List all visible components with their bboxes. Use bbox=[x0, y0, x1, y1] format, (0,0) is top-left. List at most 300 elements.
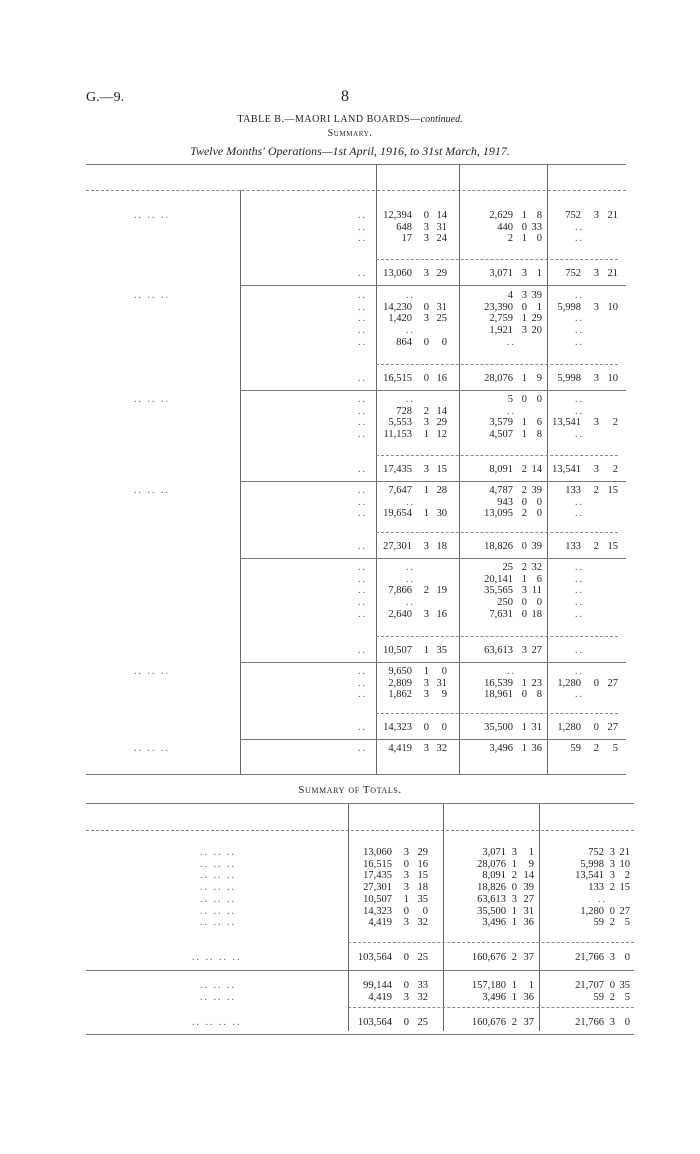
acres-value: 17 bbox=[401, 233, 412, 245]
summary-final-rule bbox=[348, 1007, 634, 1008]
leader-dots: .. .. .. .. bbox=[192, 1017, 242, 1028]
roods-value: 1 bbox=[423, 645, 429, 656]
acres-value: 1,280 bbox=[580, 905, 604, 917]
roods-value: 3 bbox=[521, 645, 527, 656]
acres-value: 7,647 bbox=[388, 485, 412, 496]
acres-value: 21,707 bbox=[575, 980, 604, 991]
perches-value: 16 bbox=[436, 373, 447, 384]
perches-value: 6 bbox=[536, 417, 542, 429]
acres-value: 943 bbox=[497, 496, 513, 508]
acres-value: 13,095 bbox=[484, 508, 513, 520]
perches-value: 6 bbox=[536, 573, 542, 585]
roods-value: 2 bbox=[521, 562, 527, 573]
leader-dots: .. .. .. bbox=[200, 992, 236, 1003]
perches-value: 18 bbox=[417, 882, 428, 894]
perches-value: 1 bbox=[536, 268, 542, 279]
acres-value: 648 bbox=[396, 221, 412, 233]
perches-value: 32 bbox=[417, 917, 428, 929]
roods-value: 3 bbox=[609, 1017, 615, 1028]
perches-value: 20 bbox=[531, 325, 542, 337]
roods-value: 2 bbox=[511, 952, 517, 963]
perches-value: 10 bbox=[619, 858, 630, 870]
empty-cell-dots: .. bbox=[575, 585, 584, 597]
header-bottom-rule bbox=[86, 190, 626, 191]
acres-value: 2 bbox=[507, 233, 513, 245]
leader-dots: .. bbox=[358, 743, 367, 754]
roods-value: 3 bbox=[403, 870, 409, 882]
empty-cell-dots: .. bbox=[406, 562, 415, 573]
acres-value: 99,144 bbox=[363, 980, 392, 991]
acres-value: 5,998 bbox=[557, 373, 581, 384]
perches-value: 36 bbox=[523, 992, 534, 1003]
acres-value: 1,420 bbox=[388, 313, 412, 325]
roods-value: 0 bbox=[403, 1017, 409, 1028]
roods-value: 2 bbox=[521, 464, 527, 475]
leader-dots: .. bbox=[358, 677, 367, 689]
board-separator-rule bbox=[240, 390, 626, 391]
roods-value: 1 bbox=[521, 417, 527, 429]
empty-cell-dots: .. bbox=[575, 689, 584, 701]
acres-value: 4,507 bbox=[489, 429, 513, 441]
roods-value: 1 bbox=[521, 722, 527, 733]
summary-title: Summary of Totals. bbox=[298, 784, 402, 796]
board-separator-rule bbox=[240, 481, 626, 482]
roods-value: 2 bbox=[511, 870, 517, 882]
acres-value: 14,323 bbox=[383, 722, 412, 733]
perches-value: 25 bbox=[436, 313, 447, 325]
board-separator-rule bbox=[240, 739, 626, 740]
leader-dots: .. bbox=[358, 221, 367, 233]
acres-value: 752 bbox=[588, 847, 604, 858]
leader-dots: .. bbox=[358, 485, 367, 496]
acres-value: 18,961 bbox=[484, 689, 513, 701]
acres-value: 13,541 bbox=[552, 417, 581, 429]
empty-cell-dots: .. bbox=[406, 394, 415, 405]
subtotal-rule bbox=[376, 259, 618, 260]
col-divider-board bbox=[240, 190, 241, 775]
acres-value: 63,613 bbox=[477, 893, 506, 905]
leader-dots: .. bbox=[358, 722, 367, 733]
perches-value: 0 bbox=[536, 597, 542, 609]
roods-value: 1 bbox=[521, 373, 527, 384]
acres-value: 59 bbox=[570, 743, 581, 754]
acres-value: 17,435 bbox=[363, 870, 392, 882]
roods-value: 0 bbox=[593, 677, 599, 689]
roods-value: 0 bbox=[423, 373, 429, 384]
roods-value: 1 bbox=[423, 429, 429, 441]
leader-dots: .. bbox=[358, 496, 367, 508]
roods-value: 3 bbox=[423, 464, 429, 475]
perches-value: 32 bbox=[417, 992, 428, 1003]
leader-dots: .. .. .. bbox=[134, 394, 170, 405]
roods-value: 1 bbox=[521, 233, 527, 245]
roods-value: 3 bbox=[593, 373, 599, 384]
perches-value: 24 bbox=[436, 233, 447, 245]
acres-value: 18,826 bbox=[477, 882, 506, 894]
page-number: 8 bbox=[341, 88, 349, 105]
empty-cell-dots: .. bbox=[575, 313, 584, 325]
roods-value: 3 bbox=[423, 221, 429, 233]
perches-value: 35 bbox=[436, 645, 447, 656]
acres-value: 103,564 bbox=[357, 952, 392, 963]
perches-value: 27 bbox=[619, 905, 630, 917]
roods-value: 3 bbox=[609, 870, 615, 882]
leader-dots: .. bbox=[358, 666, 367, 677]
perches-value: 1 bbox=[528, 980, 534, 991]
perches-value: 39 bbox=[523, 882, 534, 894]
leader-dots: .. bbox=[358, 508, 367, 520]
perches-value: 0 bbox=[624, 1017, 630, 1028]
roods-value: 0 bbox=[521, 221, 527, 233]
roods-value: 3 bbox=[423, 233, 429, 245]
roods-value: 1 bbox=[511, 917, 517, 929]
empty-cell-dots: .. bbox=[507, 666, 516, 677]
perches-value: 33 bbox=[531, 221, 542, 233]
acres-value: 103,564 bbox=[357, 1017, 392, 1028]
acres-value: 12,394 bbox=[383, 210, 412, 221]
acres-value: 11,153 bbox=[383, 429, 412, 441]
acres-value: 133 bbox=[565, 485, 581, 496]
acres-value: 25 bbox=[502, 562, 513, 573]
table-bottom-rule bbox=[86, 774, 626, 775]
leader-dots: .. bbox=[358, 585, 367, 597]
roods-value: 0 bbox=[423, 210, 429, 221]
summary-subtotal-rule bbox=[348, 942, 634, 943]
perches-value: 27 bbox=[607, 722, 618, 733]
roods-value: 0 bbox=[403, 980, 409, 991]
perches-value: 11 bbox=[531, 585, 542, 597]
roods-value: 0 bbox=[521, 608, 527, 620]
roods-value: 0 bbox=[609, 905, 615, 917]
roods-value: 0 bbox=[423, 301, 429, 313]
roods-value: 1 bbox=[521, 743, 527, 754]
board-separator-rule bbox=[240, 285, 626, 286]
perches-value: 37 bbox=[523, 952, 534, 963]
roods-value: 3 bbox=[403, 882, 409, 894]
page-reference: G.—9. bbox=[86, 90, 125, 105]
leader-dots: .. .. .. bbox=[200, 847, 236, 858]
perches-value: 15 bbox=[607, 541, 618, 552]
roods-value: 1 bbox=[521, 313, 527, 325]
perches-value: 18 bbox=[531, 608, 542, 620]
leader-dots: .. .. .. bbox=[200, 882, 236, 894]
roods-value: 1 bbox=[521, 210, 527, 221]
leader-dots: .. bbox=[358, 464, 367, 475]
leader-dots: .. bbox=[358, 394, 367, 405]
acres-value: 14,230 bbox=[383, 301, 412, 313]
acres-value: 16,539 bbox=[484, 677, 513, 689]
perches-value: 31 bbox=[436, 677, 447, 689]
summary-divider-leased bbox=[443, 803, 444, 1031]
acres-value: 752 bbox=[565, 210, 581, 221]
roods-value: 0 bbox=[521, 496, 527, 508]
roods-value: 2 bbox=[521, 485, 527, 496]
perches-value: 5 bbox=[612, 743, 618, 754]
perches-value: 0 bbox=[441, 722, 447, 733]
perches-value: 29 bbox=[417, 847, 428, 858]
leader-dots: .. .. .. bbox=[134, 210, 170, 221]
roods-value: 3 bbox=[403, 847, 409, 858]
perches-value: 10 bbox=[607, 373, 618, 384]
acres-value: 752 bbox=[565, 268, 581, 279]
perches-value: 14 bbox=[523, 870, 534, 882]
empty-cell-dots: .. bbox=[406, 496, 415, 508]
roods-value: 1 bbox=[511, 858, 517, 870]
perches-value: 30 bbox=[436, 508, 447, 520]
roods-value: 1 bbox=[511, 980, 517, 991]
acres-value: 3,496 bbox=[489, 743, 513, 754]
subtotal-rule bbox=[376, 455, 618, 456]
roods-value: 0 bbox=[521, 541, 527, 552]
roods-value: 3 bbox=[423, 417, 429, 429]
acres-value: 2,629 bbox=[489, 210, 513, 221]
acres-value: 28,076 bbox=[477, 858, 506, 870]
roods-value: 3 bbox=[423, 677, 429, 689]
empty-cell-dots: .. bbox=[507, 336, 516, 348]
roods-value: 3 bbox=[423, 268, 429, 279]
perches-value: 36 bbox=[531, 743, 542, 754]
leader-dots: .. bbox=[358, 336, 367, 348]
empty-cell-dots: .. bbox=[598, 893, 607, 905]
roods-value: 2 bbox=[609, 992, 615, 1003]
roods-value: 3 bbox=[521, 268, 527, 279]
acres-value: 157,180 bbox=[471, 980, 506, 991]
roods-value: 3 bbox=[593, 210, 599, 221]
acres-value: 864 bbox=[396, 336, 412, 348]
empty-cell-dots: .. bbox=[406, 325, 415, 337]
perches-value: 2 bbox=[612, 464, 618, 475]
roods-value: 3 bbox=[521, 325, 527, 337]
roods-value: 2 bbox=[423, 405, 429, 417]
acres-value: 4,419 bbox=[368, 917, 392, 929]
acres-value: 16,515 bbox=[383, 373, 412, 384]
roods-value: 3 bbox=[593, 301, 599, 313]
leader-dots: .. bbox=[358, 405, 367, 417]
perches-value: 5 bbox=[624, 917, 630, 929]
perches-value: 39 bbox=[531, 541, 542, 552]
table-subtitle: Summary. bbox=[327, 128, 373, 139]
acres-value: 4,419 bbox=[368, 992, 392, 1003]
empty-cell-dots: .. bbox=[575, 233, 584, 245]
leader-dots: .. bbox=[358, 562, 367, 573]
leader-dots: .. bbox=[358, 373, 367, 384]
acres-value: 10,507 bbox=[383, 645, 412, 656]
perches-value: 31 bbox=[523, 905, 534, 917]
roods-value: 3 bbox=[593, 464, 599, 475]
acres-value: 3,071 bbox=[482, 847, 506, 858]
leader-dots: .. bbox=[358, 541, 367, 552]
perches-value: 19 bbox=[436, 585, 447, 597]
table-title-continued: continued. bbox=[420, 114, 463, 125]
roods-value: 2 bbox=[511, 1017, 517, 1028]
perches-value: 31 bbox=[436, 221, 447, 233]
acres-value: 20,141 bbox=[484, 573, 513, 585]
perches-value: 0 bbox=[441, 336, 447, 348]
roods-value: 0 bbox=[609, 980, 615, 991]
summary-header-rule bbox=[86, 830, 634, 831]
perches-value: 33 bbox=[417, 980, 428, 991]
leader-dots: .. bbox=[358, 325, 367, 337]
summary-mid-rule bbox=[86, 970, 634, 971]
empty-cell-dots: .. bbox=[575, 666, 584, 677]
acres-value: 59 bbox=[593, 992, 604, 1003]
empty-cell-dots: .. bbox=[575, 496, 584, 508]
acres-value: 2,809 bbox=[388, 677, 412, 689]
leader-dots: .. .. .. bbox=[134, 485, 170, 496]
roods-value: 3 bbox=[593, 417, 599, 429]
leader-dots: .. bbox=[358, 268, 367, 279]
empty-cell-dots: .. bbox=[406, 290, 415, 301]
table-title-main: TABLE B.—MAORI LAND BOARDS— bbox=[237, 114, 421, 125]
acres-value: 59 bbox=[593, 917, 604, 929]
subtotal-rule bbox=[376, 532, 618, 533]
perches-value: 27 bbox=[607, 677, 618, 689]
roods-value: 0 bbox=[521, 301, 527, 313]
leader-dots: .. bbox=[358, 210, 367, 221]
perches-value: 25 bbox=[417, 1017, 428, 1028]
acres-value: 5 bbox=[507, 394, 513, 405]
roods-value: 2 bbox=[609, 882, 615, 894]
roods-value: 2 bbox=[593, 541, 599, 552]
leader-dots: .. .. .. bbox=[134, 290, 170, 301]
empty-cell-dots: .. bbox=[575, 221, 584, 233]
empty-cell-dots: .. bbox=[575, 336, 584, 348]
leader-dots: .. bbox=[358, 573, 367, 585]
roods-value: 0 bbox=[593, 722, 599, 733]
acres-value: 19,654 bbox=[383, 508, 412, 520]
acres-value: 21,766 bbox=[575, 1017, 604, 1028]
roods-value: 3 bbox=[403, 917, 409, 929]
leader-dots: .. bbox=[358, 290, 367, 301]
perches-value: 8 bbox=[536, 689, 542, 701]
empty-cell-dots: .. bbox=[507, 405, 516, 417]
roods-value: 1 bbox=[511, 905, 517, 917]
empty-cell-dots: .. bbox=[575, 405, 584, 417]
header-top-rule bbox=[86, 164, 626, 165]
perches-value: 8 bbox=[536, 210, 542, 221]
perches-value: 15 bbox=[417, 870, 428, 882]
roods-value: 0 bbox=[403, 952, 409, 963]
table-period: Twelve Months' Operations—1st April, 1916, to 31st March, 1917. bbox=[190, 144, 510, 158]
empty-cell-dots: .. bbox=[575, 608, 584, 620]
roods-value: 3 bbox=[609, 952, 615, 963]
acres-value: 3,496 bbox=[482, 917, 506, 929]
acres-value: 7,866 bbox=[388, 585, 412, 597]
empty-cell-dots: .. bbox=[575, 645, 584, 656]
roods-value: 2 bbox=[609, 917, 615, 929]
acres-value: 27,301 bbox=[383, 541, 412, 552]
acres-value: 14,323 bbox=[363, 905, 392, 917]
roods-value: 3 bbox=[521, 290, 527, 301]
roods-value: 3 bbox=[423, 608, 429, 620]
acres-value: 7,631 bbox=[489, 608, 513, 620]
perches-value: 9 bbox=[528, 858, 534, 870]
perches-value: 12 bbox=[436, 429, 447, 441]
roods-value: 1 bbox=[403, 893, 409, 905]
acres-value: 28,076 bbox=[484, 373, 513, 384]
roods-value: 0 bbox=[521, 394, 527, 405]
acres-value: 5,998 bbox=[580, 858, 604, 870]
perches-value: 0 bbox=[624, 952, 630, 963]
summary-divider-sold bbox=[539, 803, 540, 1031]
roods-value: 3 bbox=[593, 268, 599, 279]
perches-value: 21 bbox=[619, 847, 630, 858]
acres-value: 63,613 bbox=[484, 645, 513, 656]
subtotal-rule bbox=[376, 713, 618, 714]
summary-bottom-rule bbox=[86, 1034, 634, 1035]
perches-value: 1 bbox=[536, 301, 542, 313]
perches-value: 8 bbox=[536, 429, 542, 441]
roods-value: 1 bbox=[423, 666, 429, 677]
acres-value: 23,390 bbox=[484, 301, 513, 313]
perches-value: 29 bbox=[531, 313, 542, 325]
leader-dots: .. .. .. bbox=[134, 743, 170, 754]
acres-value: 35,500 bbox=[484, 722, 513, 733]
leader-dots: .. bbox=[358, 645, 367, 656]
leader-dots: .. .. .. bbox=[200, 870, 236, 882]
perches-value: 29 bbox=[436, 268, 447, 279]
board-separator-rule bbox=[240, 558, 626, 559]
roods-value: 0 bbox=[511, 882, 517, 894]
roods-value: 3 bbox=[521, 585, 527, 597]
roods-value: 2 bbox=[593, 485, 599, 496]
acres-value: 1,862 bbox=[388, 689, 412, 701]
roods-value: 2 bbox=[593, 743, 599, 754]
empty-cell-dots: .. bbox=[575, 290, 584, 301]
roods-value: 3 bbox=[609, 858, 615, 870]
perches-value: 18 bbox=[436, 541, 447, 552]
roods-value: 3 bbox=[609, 847, 615, 858]
empty-cell-dots: .. bbox=[575, 394, 584, 405]
perches-value: 32 bbox=[436, 743, 447, 754]
perches-value: 9 bbox=[441, 689, 447, 701]
acres-value: 5,998 bbox=[557, 301, 581, 313]
acres-value: 4,787 bbox=[489, 485, 513, 496]
acres-value: 250 bbox=[497, 597, 513, 609]
roods-value: 0 bbox=[423, 336, 429, 348]
perches-value: 37 bbox=[523, 1017, 534, 1028]
acres-value: 8,091 bbox=[482, 870, 506, 882]
acres-value: 1,280 bbox=[557, 677, 581, 689]
acres-value: 133 bbox=[588, 882, 604, 894]
roods-value: 1 bbox=[521, 677, 527, 689]
acres-value: 8,091 bbox=[489, 464, 513, 475]
acres-value: 728 bbox=[396, 405, 412, 417]
leader-dots: .. .. .. bbox=[200, 858, 236, 870]
empty-cell-dots: .. bbox=[575, 573, 584, 585]
empty-cell-dots: .. bbox=[575, 562, 584, 573]
board-separator-rule bbox=[240, 662, 626, 663]
perches-value: 23 bbox=[531, 677, 542, 689]
perches-value: 36 bbox=[523, 917, 534, 929]
roods-value: 3 bbox=[423, 689, 429, 701]
acres-value: 13,541 bbox=[575, 870, 604, 882]
acres-value: 21,766 bbox=[575, 952, 604, 963]
leader-dots: .. .. .. .. bbox=[192, 952, 242, 963]
acres-value: 1,280 bbox=[557, 722, 581, 733]
perches-value: 0 bbox=[536, 394, 542, 405]
acres-value: 3,496 bbox=[482, 992, 506, 1003]
perches-value: 9 bbox=[536, 373, 542, 384]
perches-value: 5 bbox=[624, 992, 630, 1003]
leader-dots: .. bbox=[358, 597, 367, 609]
acres-value: 4 bbox=[507, 290, 513, 301]
perches-value: 15 bbox=[607, 485, 618, 496]
perches-value: 14 bbox=[436, 210, 447, 221]
acres-value: 13,060 bbox=[363, 847, 392, 858]
empty-cell-dots: .. bbox=[575, 429, 584, 441]
table-title bbox=[0, 114, 700, 125]
